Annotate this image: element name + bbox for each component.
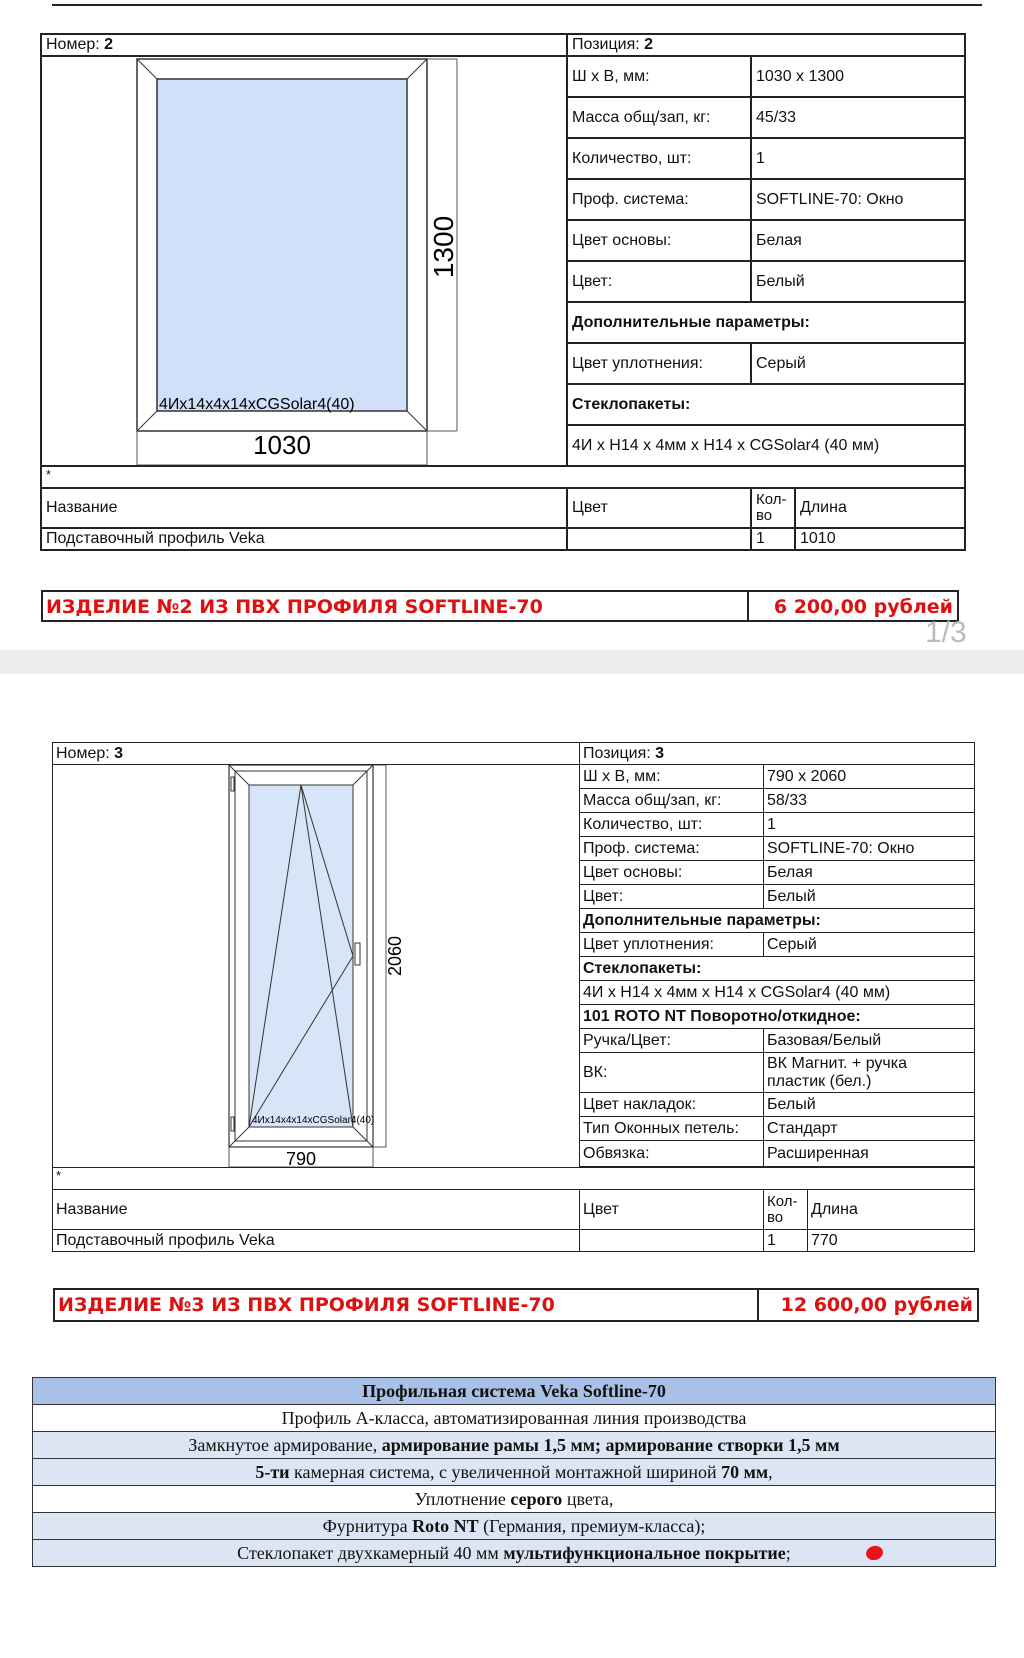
spec-title: Профильная система Veka Softline-70 (33, 1378, 996, 1405)
item3-param-0-val: 790 х 2060 (764, 765, 975, 789)
item3-seal-val: Серый (764, 933, 975, 957)
item3-param-0-key: Ш х В, мм: (580, 765, 764, 789)
item3-param-4-key: Цвет основы: (580, 861, 764, 885)
item2-param-0-key: Ш х В, мм: (567, 56, 751, 97)
item2-seal-key: Цвет уплотнения: (567, 343, 751, 384)
item2-seal-val: Серый (751, 343, 965, 384)
item3-window-drawing (53, 765, 580, 1168)
item3-param-5-val: Белый (764, 885, 975, 909)
item3-glass-header: Стеклопакеты: (580, 957, 975, 981)
item3-param-1-key: Масса общ/зап, кг: (580, 789, 764, 813)
item3-param-2-key: Количество, шт: (580, 813, 764, 837)
spec-line-2: Замкнутое армирование, армирование рамы 1,5 мм; армирование створки 1,5 мм (33, 1432, 996, 1459)
item2-glass: 4И х Н14 х 4мм х Н14 х CGSolar4 (40 мм) (567, 425, 965, 466)
item3-col-qty: Кол-во (764, 1190, 808, 1230)
item2-width-dim: 1030 (253, 430, 311, 460)
item2-col-name: Название (41, 488, 567, 528)
item3-total-label: ИЗДЕЛИЕ №3 ИЗ ПВХ ПРОФИЛЯ SOFTLINE-70 (55, 1290, 759, 1320)
item2-extra-header: Дополнительные параметры: (567, 302, 965, 343)
item3-col-name: Название (53, 1190, 580, 1230)
spec-line-4: Уплотнение серого цвета, (33, 1486, 996, 1513)
item3-hw-2-val: Белый (764, 1093, 975, 1117)
spec-line-3: 5-ти камерная система, с увеличенной монтажной шириной 70 мм, (33, 1459, 996, 1486)
item3-param-4-val: Белая (764, 861, 975, 885)
top-rule (52, 4, 982, 6)
item3-param-3-val: SOFTLINE-70: Окно (764, 837, 975, 861)
item2-number: Номер: 2 (41, 34, 567, 56)
item3-hw-4-key: Обвязка: (580, 1141, 764, 1167)
item3-number: Номер: 3 (53, 743, 580, 765)
item3-row-qty: 1 (764, 1230, 808, 1252)
item3-param-1-val: 58/33 (764, 789, 975, 813)
item2-param-1-val: 45/33 (751, 97, 965, 138)
item2-table (40, 33, 966, 551)
item3-param-3-key: Проф. система: (580, 837, 764, 861)
item2-param-1-key: Масса общ/зап, кг: (567, 97, 751, 138)
spec-line-6: Стеклопакет двухкамерный 40 мм мультифункциональное покрытие; (33, 1540, 996, 1567)
item2-row-name: Подставочный профиль Veka (41, 528, 567, 550)
item2-position: Позиция: 2 (567, 34, 965, 56)
spec-table (32, 1377, 996, 1567)
item3-total-price: 12 600,00 рублей (780, 1294, 973, 1316)
item3-param-2-val: 1 (764, 813, 975, 837)
item3-height-dim: 2060 (385, 935, 405, 977)
item2-param-5-key: Цвет: (567, 261, 751, 302)
item2-row-color (567, 528, 751, 550)
item3-glass: 4И х Н14 х 4мм х Н14 х CGSolar4 (40 мм) (580, 981, 975, 1005)
item2-total-bar (41, 590, 959, 622)
red-dot-marker (864, 1544, 884, 1562)
item2-total-price: 6 200,00 рублей (773, 596, 953, 618)
item3-hw-0-val: Базовая/Белый (764, 1029, 975, 1053)
item3-seal-key: Цвет уплотнения: (580, 933, 764, 957)
item2-col-color: Цвет (567, 488, 751, 528)
item3-hw-1-val: ВК Магнит. + ручка пластик (бел.) (764, 1053, 975, 1093)
spec-line-5: Фурнитура Roto NT (Германия, премиум-класса); (33, 1513, 996, 1540)
item3-hw-3-val: Стандарт (764, 1117, 975, 1141)
item2-star: * (41, 466, 965, 488)
item3-width-dim: 790 (285, 1149, 317, 1169)
item3-total-bar (53, 1288, 979, 1322)
item3-hw-3-key: Тип Оконных петель: (580, 1117, 764, 1141)
item3-hw-4-val: Расширенная (764, 1141, 975, 1167)
item3-hardware-header: 101 ROTO NT Поворотно/откидное: (580, 1005, 975, 1029)
item3-drawing-cell (53, 765, 580, 1168)
item3-extra-header: Дополнительные параметры: (580, 909, 975, 933)
item2-height-dim: 1300 (428, 215, 459, 279)
item3-position: Позиция: 3 (580, 743, 975, 765)
item2-col-qty: Кол-во (751, 488, 795, 528)
item2-glass-label: 4Их14х4х14хCGSolar4(40) (159, 396, 355, 413)
item2-col-len: Длина (795, 488, 965, 528)
item2-row-len: 1010 (795, 528, 965, 550)
item3-row-name: Подставочный профиль Veka (53, 1230, 580, 1252)
item3-row-color (580, 1230, 764, 1252)
page-break (0, 650, 1024, 674)
item2-param-2-key: Количество, шт: (567, 138, 751, 179)
item2-window-drawing (42, 57, 567, 466)
item2-param-3-key: Проф. система: (567, 179, 751, 220)
item3-col-color: Цвет (580, 1190, 764, 1230)
item2-param-4-val: Белая (751, 220, 965, 261)
item2-glass-header: Стеклопакеты: (567, 384, 965, 425)
item2-param-3-val: SOFTLINE-70: Окно (751, 179, 965, 220)
page-number: 1/3 (925, 616, 967, 649)
item2-row-qty: 1 (751, 528, 795, 550)
spec-line-1: Профиль А-класса, автоматизированная линия производства (33, 1405, 996, 1432)
item2-param-5-val: Белый (751, 261, 965, 302)
item3-hw-1-key: ВК: (580, 1053, 764, 1093)
item3-param-5-key: Цвет: (580, 885, 764, 909)
item3-table (52, 742, 975, 1252)
item3-hw-2-key: Цвет накладок: (580, 1093, 764, 1117)
item2-drawing-cell (41, 56, 567, 466)
item2-param-2-val: 1 (751, 138, 965, 179)
item2-total-label: ИЗДЕЛИЕ №2 ИЗ ПВХ ПРОФИЛЯ SOFTLINE-70 (43, 592, 749, 620)
item2-param-0-val: 1030 х 1300 (751, 56, 965, 97)
item2-param-4-key: Цвет основы: (567, 220, 751, 261)
item3-col-len: Длина (808, 1190, 975, 1230)
item3-row-len: 770 (808, 1230, 975, 1252)
item3-star: * (53, 1168, 975, 1190)
item3-glass-label: 4Их14х4х14хCGSolar4(40) (252, 1115, 375, 1126)
item3-hw-0-key: Ручка/Цвет: (580, 1029, 764, 1053)
